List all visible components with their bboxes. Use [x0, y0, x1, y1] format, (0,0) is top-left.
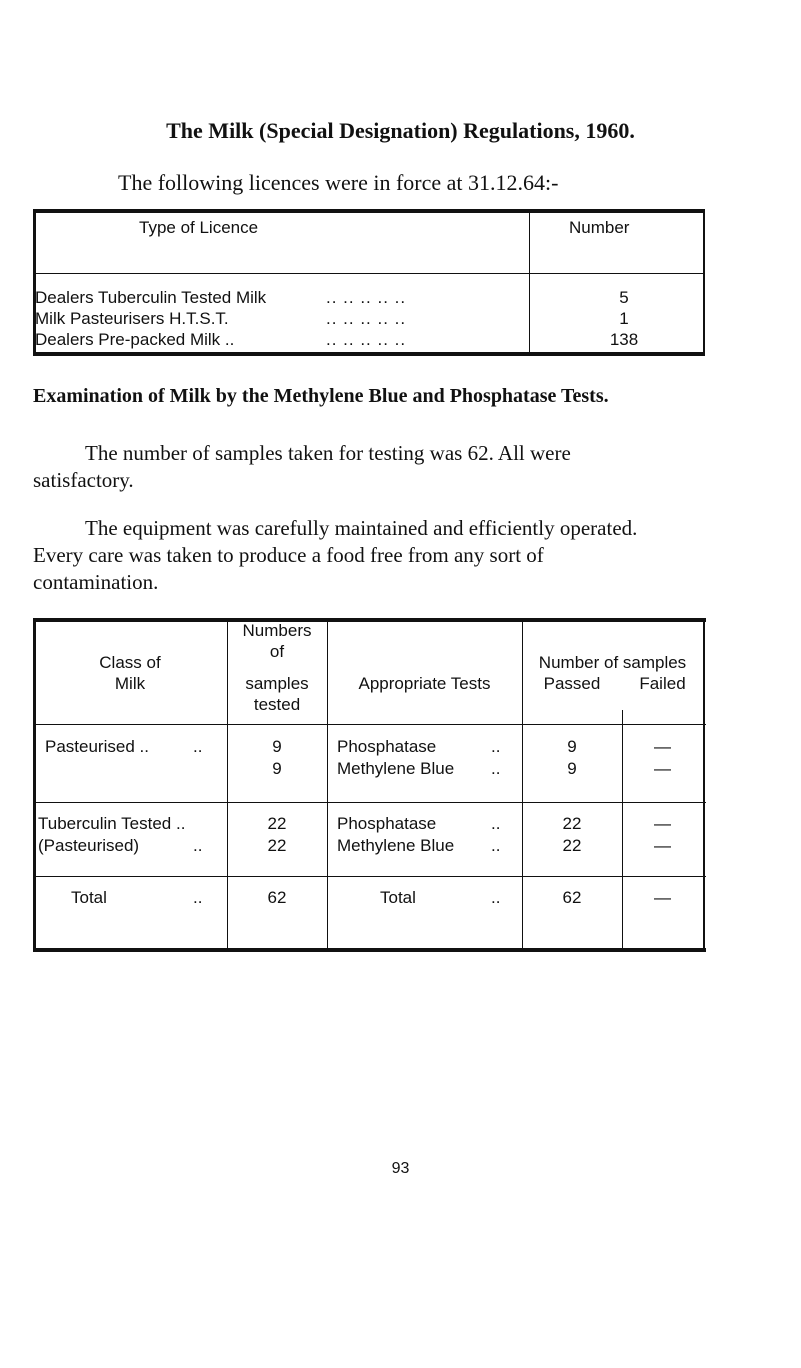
- total-passed: 62: [562, 888, 582, 907]
- paragraph-line: satisfactory.: [33, 468, 134, 492]
- leader-dots: .. .. .. .. ..: [326, 309, 407, 328]
- samples-failed: —: [654, 759, 671, 778]
- page-number: 93: [391, 1160, 410, 1177]
- samples-failed: —: [654, 814, 671, 833]
- licence-type: Milk Pasteurisers H.T.S.T.: [35, 309, 229, 328]
- samples-tested: 22: [267, 836, 287, 855]
- samples-passed: 9: [567, 759, 577, 778]
- licences-table: [33, 209, 705, 356]
- total-test-label: Total: [380, 888, 416, 907]
- table-row: [33, 330, 705, 350]
- test-name: Phosphatase: [337, 737, 437, 756]
- leader-dots: ..: [193, 836, 203, 855]
- licence-type: Dealers Pre-packed Milk ..: [35, 330, 235, 349]
- licence-number: 5: [619, 288, 629, 307]
- header-number: Number: [569, 218, 630, 237]
- header-of: of: [269, 642, 285, 661]
- header-class-of: Class of: [99, 653, 161, 672]
- paragraph-line: The equipment was carefully maintained and efficiently operated.: [85, 516, 638, 540]
- total-tested: 62: [267, 888, 287, 907]
- header-type-of-licence: Type of Licence: [139, 218, 259, 237]
- leader-dots: ..: [193, 737, 203, 756]
- samples-passed: 22: [562, 836, 582, 855]
- leader-dots: ..: [491, 888, 501, 907]
- leader-dots: ..: [491, 814, 501, 833]
- samples-tested: 9: [272, 759, 282, 778]
- licence-number: 1: [619, 309, 629, 328]
- total-failed: —: [654, 888, 671, 907]
- header-tested: tested: [253, 695, 301, 714]
- header-milk: Milk: [114, 674, 146, 693]
- header-numbers: Numbers: [242, 621, 312, 640]
- header-number-of-samples: Number of samples: [538, 653, 687, 672]
- page-title: The Milk (Special Designation) Regulations, 1960.: [166, 118, 635, 143]
- class-label: Tuberculin Tested ..: [38, 814, 186, 833]
- table-row: [33, 309, 705, 329]
- header-appropriate-tests: Appropriate Tests: [358, 674, 491, 693]
- samples-passed: 22: [562, 814, 582, 833]
- samples-failed: —: [654, 836, 671, 855]
- licence-number: 138: [609, 330, 639, 349]
- paragraph-line: contamination.: [33, 570, 159, 594]
- test-name: Methylene Blue: [337, 759, 455, 778]
- total-label: Total: [71, 888, 107, 907]
- test-name: Phosphatase: [337, 814, 437, 833]
- samples-tested: 9: [272, 737, 282, 756]
- leader-dots: .. .. .. .. ..: [326, 330, 407, 349]
- samples-failed: —: [654, 737, 671, 756]
- leader-dots: ..: [193, 888, 203, 907]
- licence-type: Dealers Tuberculin Tested Milk: [35, 288, 267, 307]
- header-samples: samples: [245, 674, 309, 693]
- leader-dots: .. .. .. .. ..: [326, 288, 407, 307]
- samples-passed: 9: [567, 737, 577, 756]
- test-name: Methylene Blue: [337, 836, 455, 855]
- samples-table: [33, 618, 706, 952]
- header-passed: Passed: [543, 674, 601, 693]
- leader-dots: ..: [491, 836, 501, 855]
- header-failed: Failed: [639, 674, 686, 693]
- section-heading: Examination of Milk by the Methylene Blue and Phosphatase Tests.: [33, 385, 609, 407]
- table-row: [33, 288, 705, 308]
- licences-intro: The following licences were in force at 31.12.64:-: [118, 170, 559, 195]
- paragraph-line: Every care was taken to produce a food free from any sort of: [33, 543, 544, 567]
- class-label: Pasteurised ..: [45, 737, 149, 756]
- leader-dots: ..: [491, 737, 501, 756]
- samples-tested: 22: [267, 814, 287, 833]
- class-label-sub: (Pasteurised): [38, 836, 140, 855]
- leader-dots: ..: [491, 759, 501, 778]
- paragraph-line: The number of samples taken for testing was 62. All were: [85, 441, 571, 465]
